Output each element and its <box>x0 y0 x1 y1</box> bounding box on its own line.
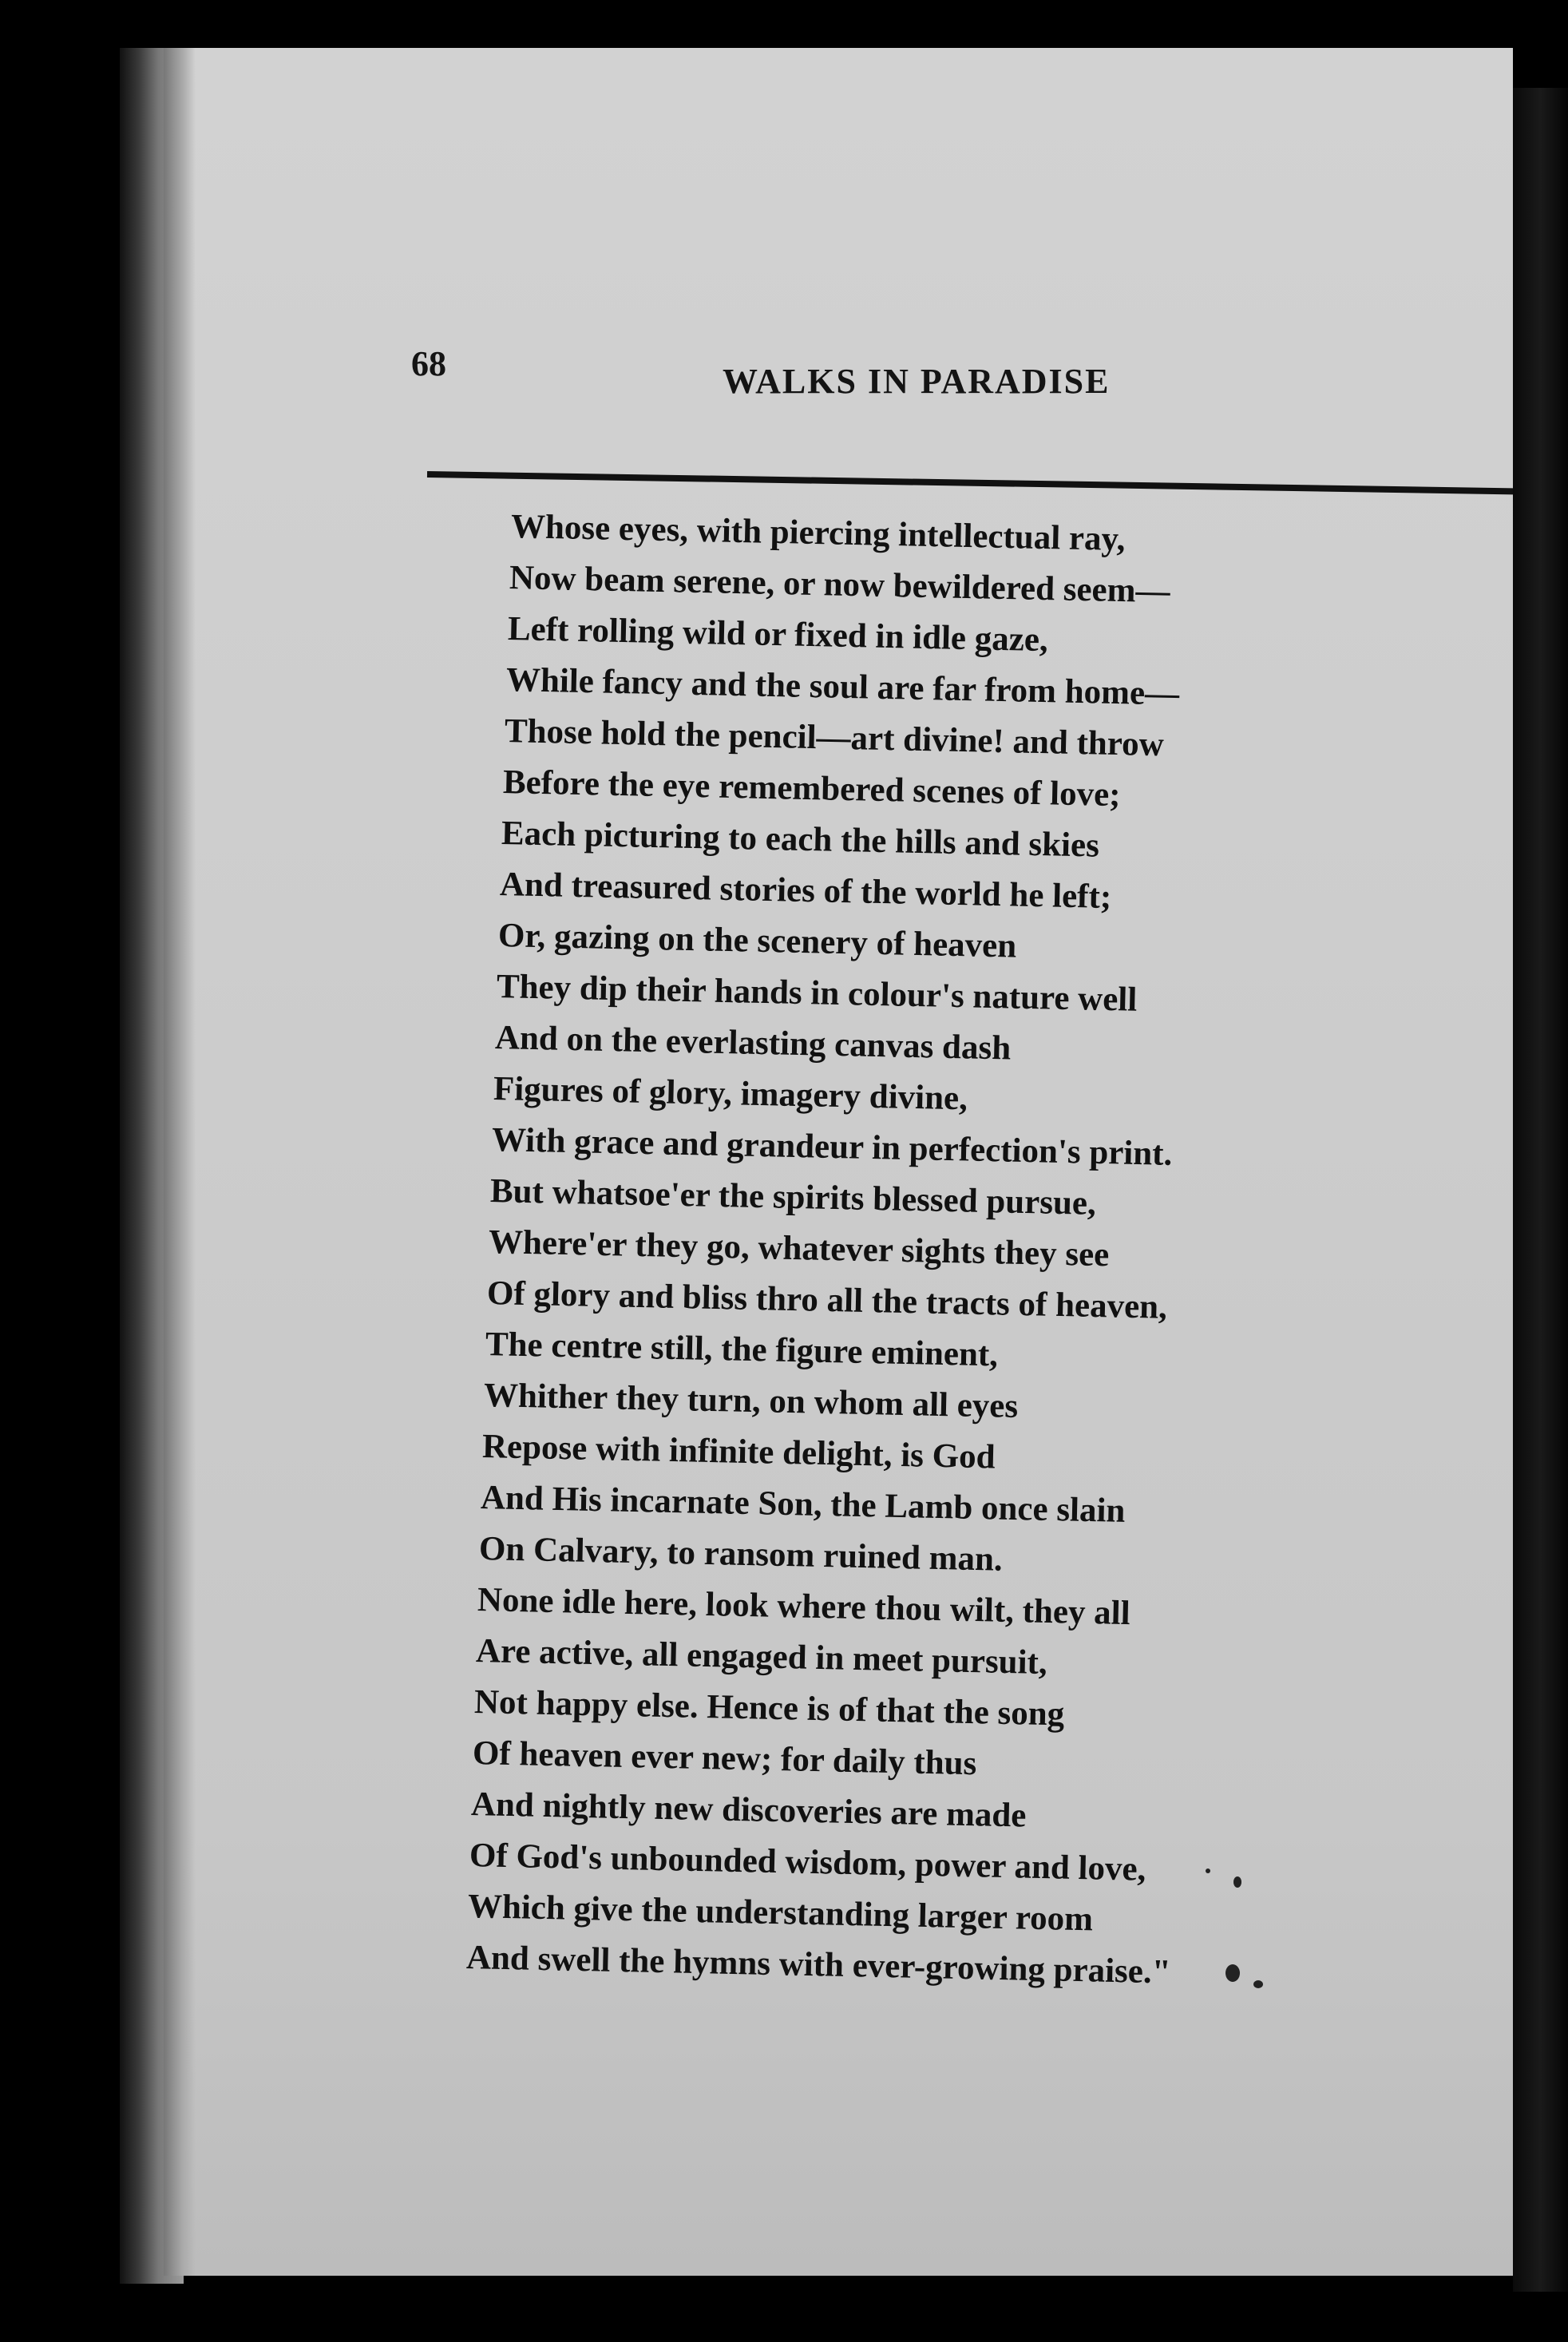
page-header <box>411 343 1513 431</box>
page-number: 68 <box>411 344 446 383</box>
poem-line: They dip their hands in colour's nature well <box>496 968 1138 1019</box>
poem-line: Which give the understanding larger room <box>467 1888 1094 1939</box>
poem-line: None idle here, look where thou wilt, they all <box>477 1581 1131 1633</box>
poem-line: With grace and grandeur in perfection's print. <box>491 1121 1173 1173</box>
scan-speck <box>1253 1980 1263 1988</box>
poem-line: Are active, all engaged in meet pursuit, <box>475 1632 1048 1682</box>
poem-line: Left rolling wild or fixed in idle gaze, <box>507 610 1049 660</box>
poem-line: Where'er they go, whatever sights they see <box>488 1223 1110 1274</box>
poem-line: Repose with infinite delight, is God <box>481 1428 996 1476</box>
poem-line: Whose eyes, with piercing intellectual ray, <box>510 508 1126 559</box>
poem-line: Of God's unbounded wisdom, power and love, <box>469 1837 1146 1888</box>
poem-line: But whatsoe'er the spirits blessed pursue, <box>489 1172 1097 1223</box>
poem-line: Each picturing to each the hills and skies <box>501 814 1100 865</box>
poem-line: While fancy and the soul are far from home— <box>505 661 1180 713</box>
book-page <box>164 48 1513 2276</box>
page-right-edge <box>1513 88 1568 2292</box>
running-title: WALKS IN PARADISE <box>723 362 1111 401</box>
poem-line: The centre still, the figure eminent, <box>485 1326 999 1374</box>
poem-line: Of glory and bliss thro all the tracts of heaven, <box>486 1274 1168 1326</box>
header-rule <box>427 471 1513 495</box>
poem-line: And His incarnate Son, the Lamb once slain <box>480 1479 1126 1530</box>
poem-line: Figures of glory, imagery divine, <box>493 1070 968 1118</box>
poem-line: Of heaven ever new; for daily thus <box>472 1734 977 1783</box>
poem-line: Those hold the pencil—art divine! and throw <box>504 712 1165 764</box>
poem-line: Whither they turn, on whom all eyes <box>483 1377 1019 1426</box>
poem-line: And treasured stories of the world he left; <box>499 866 1112 917</box>
poem-line: Now beam serene, or now bewildered seem— <box>509 559 1170 611</box>
scan-speck <box>1233 1876 1241 1888</box>
poem-line: And nightly new discoveries are made <box>470 1785 1027 1835</box>
poem-line: Not happy else. Hence is of that the song <box>473 1683 1065 1734</box>
scan-speck <box>1225 1964 1240 1982</box>
poem-line: On Calvary, to ransom ruined man. <box>478 1530 1004 1579</box>
scan-speck <box>1206 1868 1210 1873</box>
poem-line: Before the eye remembered scenes of love; <box>502 763 1122 814</box>
poem-line: Or, gazing on the scenery of heaven <box>497 917 1017 965</box>
poem-line: And swell the hymns with ever-growing praise." <box>465 1939 1171 1991</box>
poem-line: And on the everlasting canvas dash <box>494 1019 1012 1068</box>
